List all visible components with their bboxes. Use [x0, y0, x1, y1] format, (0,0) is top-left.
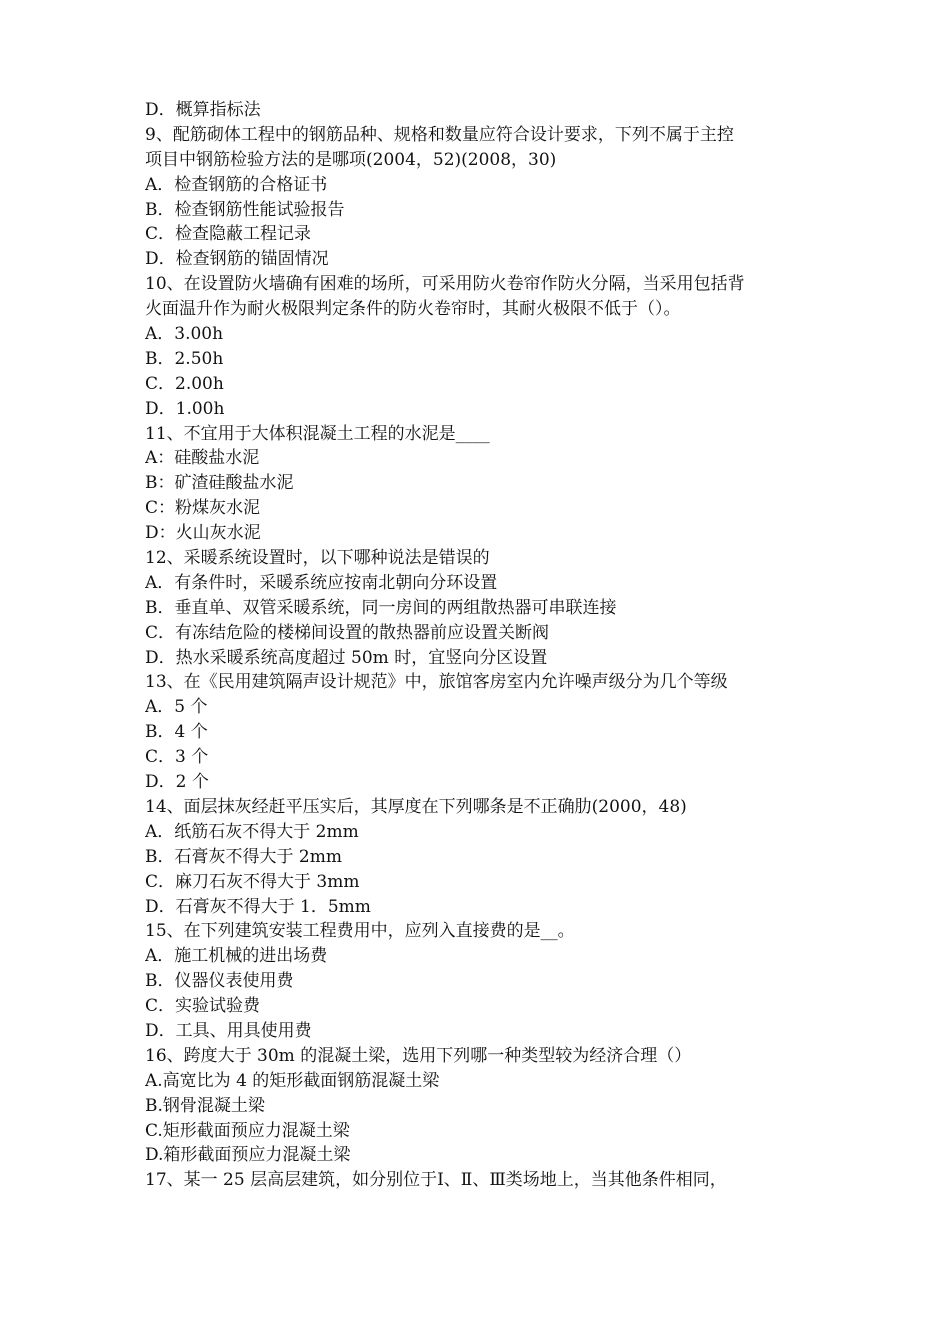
text-line: D.箱形截面预应力混凝土梁: [145, 1145, 351, 1166]
text-line: D．工具、用具使用费: [145, 1020, 312, 1041]
text-line: 12、采暖系统设置时，以下哪种说法是错误的: [145, 548, 490, 569]
text-line: D．检查钢筋的锚固情况: [145, 249, 329, 270]
text-line: B：矿渣硅酸盐水泥: [145, 473, 294, 494]
text-line: 项目中钢筋检验方法的是哪项(2004，52)(2008，30): [145, 149, 557, 170]
document-body: [145, 98, 815, 1193]
text-line: A．3.00h: [145, 324, 224, 345]
text-line: B．检查钢筋性能试验报告: [145, 199, 345, 220]
text-line: A．有条件时，采暖系统应按南北朝向分环设置: [145, 572, 498, 593]
text-line: D．1.00h: [145, 398, 225, 419]
text-line: B．石膏灰不得大于 2mm: [145, 846, 342, 867]
text-line: C．3 个: [145, 747, 209, 768]
text-line: C．2.00h: [145, 373, 224, 394]
text-line: A．5 个: [145, 697, 208, 718]
text-line: 13、在《民用建筑隔声设计规范》中，旅馆客房室内允许噪声级分为几个等级: [145, 672, 728, 693]
text-line: C．有冻结危险的楼梯间设置的散热器前应设置关断阀: [145, 622, 550, 643]
text-line: C：粉煤灰水泥: [145, 498, 261, 519]
text-line: 9、配筋砌体工程中的钢筋品种、规格和数量应符合设计要求，下列不属于主控: [145, 124, 734, 145]
text-line: C.矩形截面预应力混凝土梁: [145, 1120, 350, 1141]
text-line: 火面温升作为耐火极限判定条件的防火卷帘时，其耐火极限不低于（）。: [145, 299, 681, 320]
text-line: 16、跨度大于 30m 的混凝土梁，选用下列哪一种类型较为经济合理（）: [145, 1045, 692, 1066]
text-line: B．2.50h: [145, 348, 224, 369]
text-line: B.钢骨混凝土梁: [145, 1095, 265, 1116]
text-line: 14、面层抹灰经赶平压实后，其厚度在下列哪条是不正确肋(2000，48): [145, 796, 687, 817]
text-line: 17、某一 25 层高层建筑，如分别位于Ⅰ、Ⅱ、Ⅲ类场地上，当其他条件相同，: [145, 1170, 727, 1191]
text-line: A．检查钢筋的合格证书: [145, 174, 328, 195]
text-line: 11、不宜用于大体积混凝土工程的水泥是____: [145, 423, 490, 444]
text-line: C．检查隐蔽工程记录: [145, 224, 312, 245]
text-line: B．4 个: [145, 722, 208, 743]
text-line: A．施工机械的进出场费: [145, 946, 328, 967]
text-line: D．概算指标法: [145, 100, 261, 120]
text-line: 10、在设置防火墙确有困难的场所，可采用防火卷帘作防火分隔，当采用包括背: [145, 274, 745, 295]
text-line: C．麻刀石灰不得大于 3mm: [145, 871, 360, 892]
text-line: D．2 个: [145, 772, 209, 793]
text-line: C．实验试验费: [145, 996, 261, 1017]
text-line: D．石膏灰不得大于 1．5mm: [145, 896, 371, 917]
text-line: A：硅酸盐水泥: [145, 448, 260, 469]
text-line: B．仪器仪表使用费: [145, 971, 294, 992]
text-line: 15、在下列建筑安装工程费用中，应列入直接费的是__。: [145, 921, 575, 942]
text-line: B．垂直单、双管采暖系统，同一房间的两组散热器可串联连接: [145, 597, 617, 618]
text-line: A.高宽比为 4 的矩形截面钢筋混凝土梁: [145, 1070, 440, 1091]
text-line: A．纸筋石灰不得大于 2mm: [145, 821, 359, 842]
text-line: D．热水采暖系统高度超过 50m 时，宜竖向分区设置: [145, 647, 548, 668]
text-line: D：火山灰水泥: [145, 523, 261, 544]
